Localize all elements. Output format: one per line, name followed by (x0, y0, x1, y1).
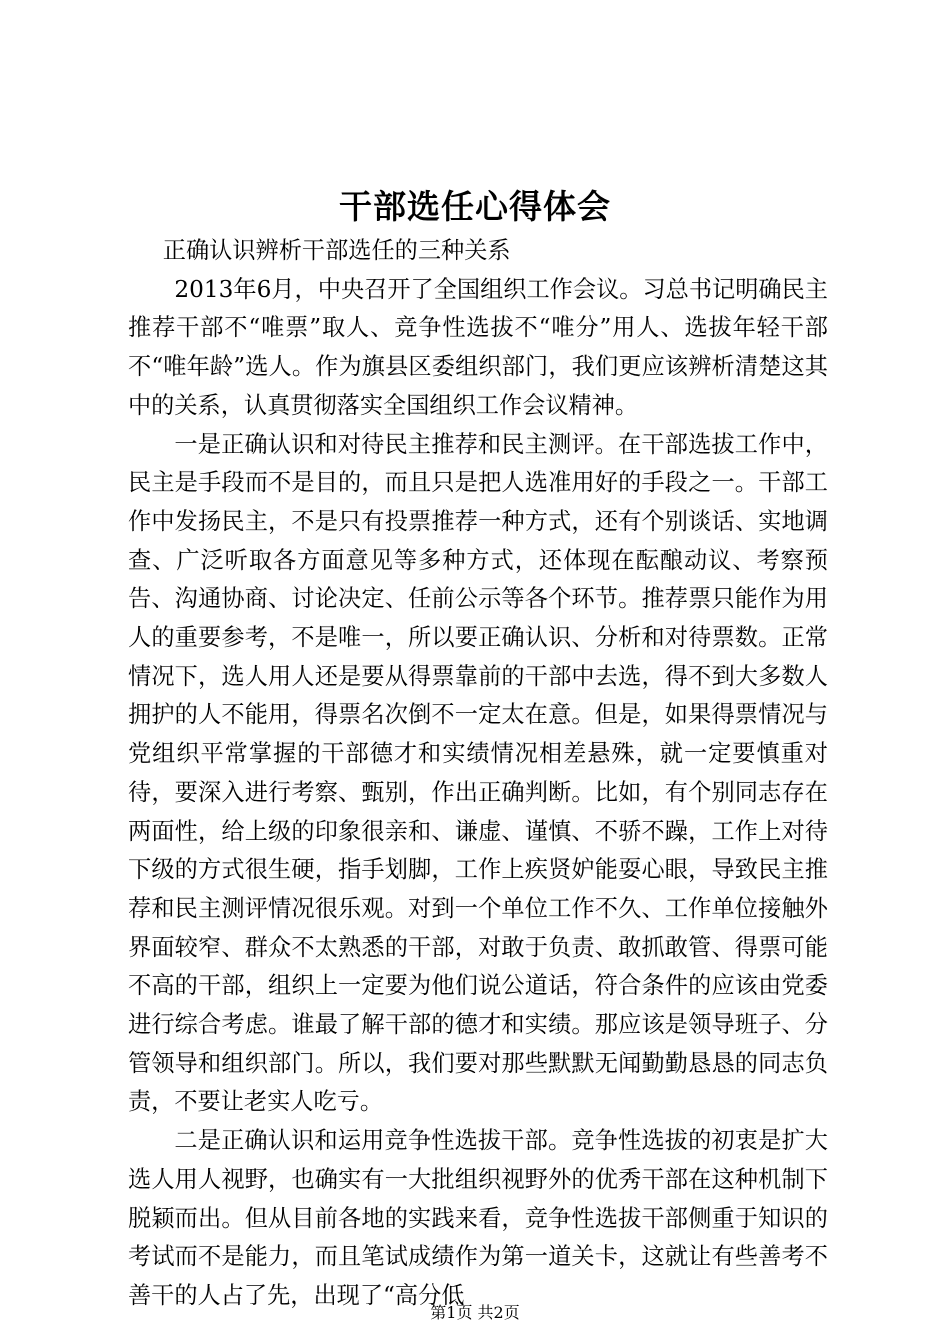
document-subtitle: 正确认识辨析干部选任的三种关系 (162, 237, 511, 264)
document-title: 干部选任心得体会 (339, 187, 611, 226)
document-body (128, 232, 828, 1316)
paragraph-point-one: 一是正确认识和对待民主推荐和民主测评。在干部选拔工作中，民主是手段而不是目的，而且只是把人选准用好的手段之一。干部工作中发扬民主，不是只有投票推荐一种方式，还有个别谈话、实地调查、广泛听取各方面意见等多种方式，还体现在酝酿动议、考察预告、沟通协商、讨论决定、任前公示等各个环节。推荐票只能作为用人的重要参考，不是唯一，所以要正确认识、分析和对待票数。正常情况下，选人用人还是要从得票靠前的干部中去选，得不到大多数人拥护的人不能用，得票名次倒不一定太在意。但是，如果得票情况与党组织平常掌握的干部德才和实绩情况相差悬殊，就一定要慎重对待，要深入进行考察、甄别，作出正确判断。比如，有个别同志存在两面性，给上级的印象很亲和、谦虚、谨慎、不骄不躁，工作上对待下级的方式很生硬，指手划脚，工作上疾贤妒能耍心眼，导致民主推荐和民主测评情况很乐观。对到一个单位工作不久、工作单位接触外界面较窄、群众不太熟悉的干部，对敢于负责、敢抓敢管、得票可能不高的干部，组织上一定要为他们说公道话，符合条件的应该由党委进行综合考虑。谁最了解干部的德才和实绩。那应该是领导班子、分管领导和组织部门。所以，我们要对那些默默无闻勤勤恳恳的同志负责，不要让老实人吃亏。 (128, 430, 828, 1116)
paragraph-intro: 2013年6月，中央召开了全国组织工作会议。习总书记明确民主推荐干部不“唯票”取人、竞争性选拔不“唯分”用人、选拔年轻干部不“唯年龄”选人。作为旗县区委组织部门，我们更应该辨析清楚这其中的关系，认真贯彻落实全国组织工作会议精神。 (128, 275, 828, 419)
paragraph-point-two: 二是正确认识和运用竞争性选拔干部。竞争性选拔的初衷是扩大选人用人视野，也确实有一大批组织视野外的优秀干部在这种机制下脱颖而出。但从目前各地的实践来看，竞争性选拔干部侧重于知识的考试而不是能力，而且笔试成绩作为第一道关卡，这就让有些善考不善干的人占了先，出现了“高分低 (128, 1127, 828, 1309)
page-footer: 第1页 共2页 (430, 1303, 520, 1322)
